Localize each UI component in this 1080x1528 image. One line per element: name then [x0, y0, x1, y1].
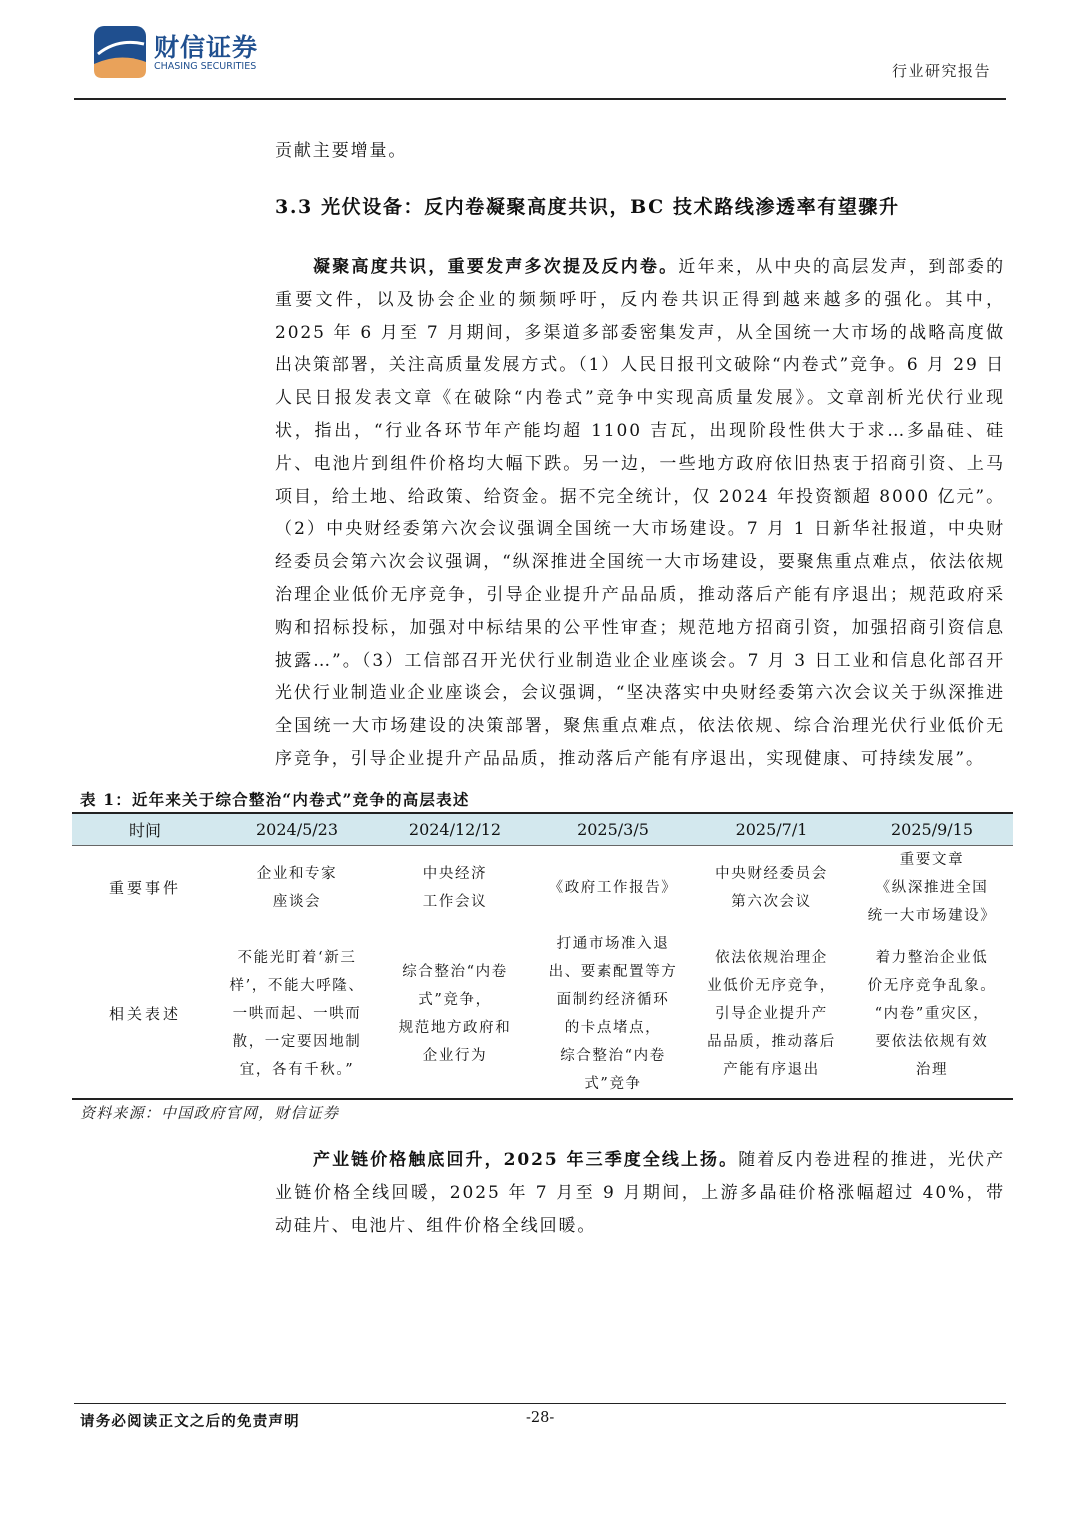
- cell-line: 规范地方政府和: [398, 1020, 512, 1036]
- header-date: 2025/3/5: [534, 813, 692, 846]
- paragraph-2-text: 随着反内卷进程的推进，光伏产业链价格全线回暖，2025 年 7 月至 9 月期间，上游多晶硅价格涨幅超过 40%，带动硅片、电池片、组件价格全线回暖。: [275, 1150, 1005, 1236]
- table-title: 表 1：近年来关于综合整治“内卷式”竞争的高层表述: [80, 790, 470, 809]
- cell-line: 统一大市场建设》: [867, 908, 997, 924]
- header-date: 2025/7/1: [692, 813, 851, 846]
- cell-line: 第六次会议: [731, 894, 812, 910]
- cell-line: “内卷”重灾区，: [874, 1006, 990, 1022]
- cell-line: 价无序竞争乱象。: [867, 978, 997, 994]
- cell-line: 的卡点堵点，: [564, 1020, 662, 1036]
- event-cell: [218, 846, 376, 931]
- statement-cell: [376, 930, 534, 1099]
- row-label-statements: 相关表述: [72, 930, 218, 1099]
- cell-line: 中央财经委员会: [715, 866, 828, 882]
- statement-cell: [218, 930, 376, 1099]
- cell-line: 业低价无序竞争，: [707, 978, 836, 994]
- page-number: -28-: [526, 1410, 555, 1426]
- cell-line: 依法依规治理企: [715, 950, 828, 966]
- cell-line: 治理: [915, 1062, 949, 1078]
- cell-line: 《政府工作报告》: [548, 880, 678, 896]
- header-date: 2025/9/15: [851, 813, 1013, 846]
- paragraph-2: [275, 1144, 1005, 1242]
- statement-cell: [851, 930, 1013, 1099]
- cell-line: 《纵深推进全国: [875, 880, 989, 896]
- paragraph-1: [275, 251, 1005, 776]
- cell-line: 品品质，推动落后: [707, 1034, 836, 1050]
- cell-line: 不能光盯着‘新三: [237, 950, 357, 966]
- footer-disclaimer: 请务必阅读正文之后的免责声明: [80, 1413, 300, 1430]
- cell-line: 打通市场准入退: [556, 936, 670, 952]
- cell-line: 宜，各有千秋。”: [239, 1062, 355, 1078]
- header-time: 时间: [72, 813, 218, 846]
- footer-divider: [74, 1403, 1006, 1404]
- section-heading: 3.3 光伏设备：反内卷凝聚高度共识，BC 技术路线渗透率有望骤升: [275, 196, 900, 218]
- row-label-events: 重要事件: [108, 879, 181, 897]
- event-cell: [851, 846, 1013, 931]
- cell-line: 一哄而起、一哄而: [232, 1006, 362, 1022]
- cell-line: 中央经济: [422, 866, 488, 882]
- cell-line: 式”竞争，: [418, 992, 492, 1008]
- cell-line: 散，一定要因地制: [232, 1034, 362, 1050]
- cell-line: 重要文章: [899, 852, 965, 868]
- cell-line: 综合整治“内卷: [402, 964, 508, 980]
- paragraph-1-text: 近年来，从中央的高层发声，到部委的重要文件，以及协会企业的频频呼吁，反内卷共识正得到越来越多的强化。其中，2025 年 6 月至 7 月期间，多渠道多部委密集发声，从全国统一大市场的战略高度做出决策部署，关注高质量发展方式。（1）人民日报刊文破除“内卷式”竞争。6 月 29 日人民日报发表文章《在破除“内卷式”竞争中实现高质量发展》。文章剖析光伏行业现状，指出，“行业各环节年产能均超 1100 吉瓦，出现阶段性供大于求…多晶硅、硅片、电池片到组件价格均大幅下跌。另一边，一些地方政府依旧热衷于招商引资、上马项目，给土地、给政策、给资金。据不完全统计，仅 2024 年投资额超 8000 亿元”。（2）中央财经委第六次会议强调全国统一大市场建设。7 月 1 日新华社报道，中央财经委员会第六次会议强调，“纵深推进全国统一大市场建设，要聚焦重点难点，依法依规治理企业低价无序竞争，引导企业提升产品品质，推动落后产能有序退出；规范政府采购和招标投标，加强对中标结果的公平性审查；规范地方招商引资，加强招商引资信息披露…”。（3）工信部召开光伏行业制造业企业座谈会。7 月 3 日工业和信息化部召开光伏行业制造业企业座谈会，会议强调，“坚决落实中央财经委第六次会议关于纵深推进全国统一大市场建设的决策部署，聚焦重点难点，依法依规、综合治理光伏行业低价无序竞争，引导企业提升产品品质，推动落后产能有序退出，实现健康、可持续发展”。: [275, 257, 1005, 769]
- cell-line: 出、要素配置等方: [548, 964, 678, 980]
- table-row-events: [72, 846, 1013, 931]
- cell-line: 综合整治“内卷: [560, 1048, 666, 1064]
- cell-line: 产能有序退出: [723, 1062, 820, 1078]
- cell-line: 要依法依规有效: [875, 1034, 989, 1050]
- lead-in-text: 贡献主要增量。: [275, 141, 408, 161]
- cell-line: 座谈会: [272, 894, 322, 910]
- header-date: 2024/12/12: [376, 813, 534, 846]
- cell-line: 样’，不能大呼隆、: [229, 978, 365, 994]
- cell-line: 工作会议: [422, 894, 488, 910]
- paragraph-1-bold: 凝聚高度共识，重要发声多次提及反内卷。: [313, 257, 679, 277]
- report-type: 行业研究报告: [891, 62, 991, 80]
- header-divider: [74, 98, 1006, 100]
- cell-line: 企业和专家: [256, 866, 338, 882]
- paragraph-2-bold: 产业链价格触底回升，2025 年三季度全线上扬。: [313, 1150, 739, 1170]
- statement-cell: [534, 930, 692, 1099]
- logo-en-text: CHASING SECURITIES: [154, 61, 257, 72]
- header-date: 2024/5/23: [218, 813, 376, 846]
- event-cell: [692, 846, 851, 931]
- cell-line: 式”竞争: [584, 1076, 642, 1092]
- cell-line: 着力整治企业低: [875, 950, 989, 966]
- statement-cell: [692, 930, 851, 1099]
- company-logo: [92, 24, 272, 80]
- table-source: 资料来源：中国政府官网，财信证券: [80, 1104, 340, 1122]
- cell-line: 面制约经济循环: [556, 992, 670, 1008]
- logo-cn-text: 财信证券: [154, 33, 259, 62]
- table-row-statements: [72, 930, 1013, 1099]
- logo-emblem-icon: [92, 24, 148, 80]
- event-cell: [534, 846, 692, 931]
- table-header-row: [72, 813, 1013, 846]
- cell-line: 企业行为: [422, 1048, 488, 1064]
- cell-line: 引导企业提升产: [715, 1006, 828, 1022]
- event-cell: [376, 846, 534, 931]
- policy-table: [72, 812, 1013, 1100]
